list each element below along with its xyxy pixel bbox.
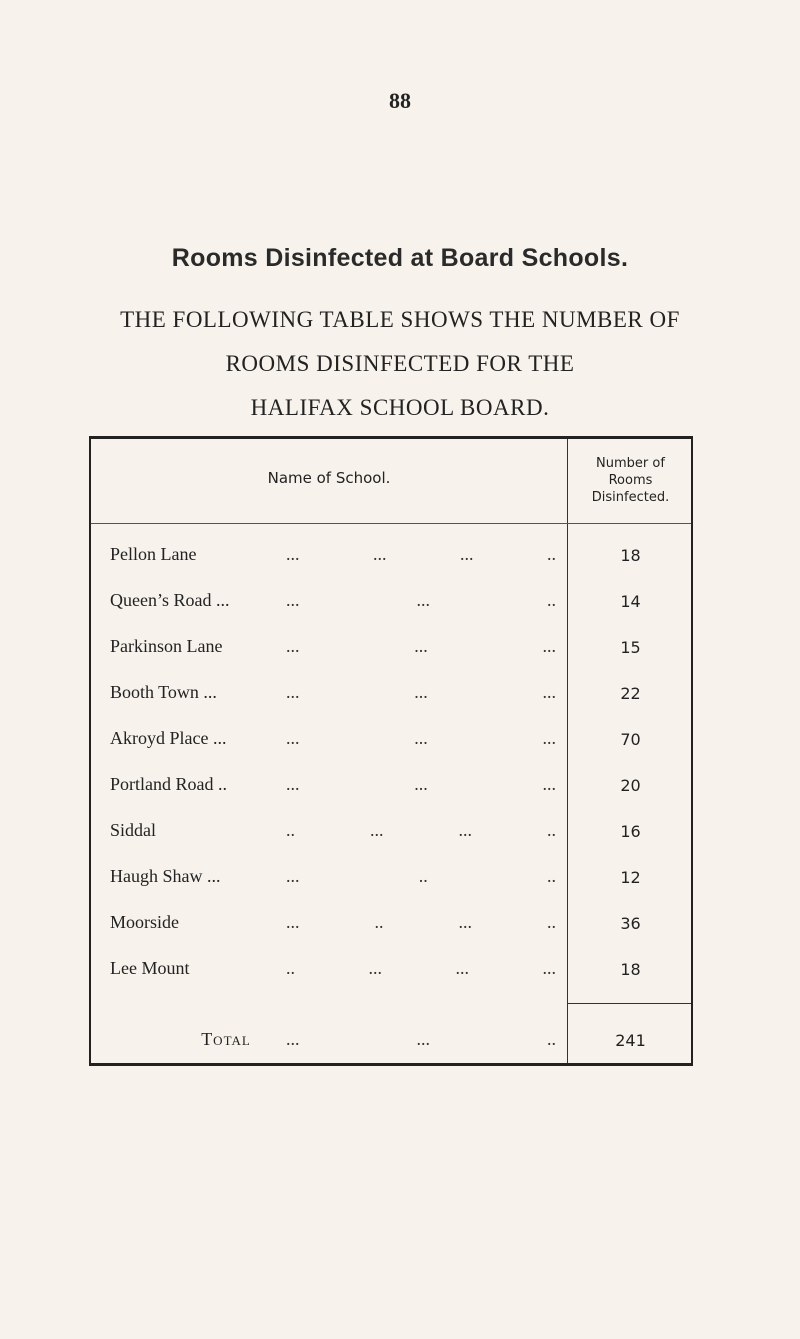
rooms-count: 18	[620, 546, 641, 565]
leader-dots: ... .. ... ..	[286, 912, 556, 932]
leader-dots: ... ... ..	[286, 1029, 556, 1049]
subtitle-line-1: THE FOLLOWING TABLE SHOWS THE NUMBER OF	[120, 307, 680, 332]
rooms-count: 12	[620, 868, 641, 887]
rooms-count: 20	[620, 776, 641, 795]
leader-dots: ... ... ...	[286, 774, 556, 794]
page-title: Rooms Disinfected at Board Schools.	[171, 244, 629, 272]
school-name: Parkinson Lane	[110, 636, 223, 656]
rooms-count: 70	[620, 730, 641, 749]
subtitle-line-3: HALIFAX SCHOOL BOARD.	[250, 395, 550, 420]
table-row	[91, 820, 691, 850]
school-name: Akroyd Place ...	[110, 728, 227, 748]
school-name: Portland Road ..	[110, 774, 227, 794]
leader-dots: ... ... ...	[286, 636, 556, 656]
leader-dots: ... ... ... ..	[286, 544, 556, 564]
school-name: Queen’s Road ...	[110, 590, 230, 610]
school-name: Pellon Lane	[110, 544, 197, 564]
header-number-line-2: Rooms	[608, 473, 653, 488]
total-rule	[567, 1003, 691, 1004]
header-number-line-1: Number of	[596, 456, 665, 471]
header-number-line-3: Disinfected.	[591, 490, 670, 505]
rooms-count: 18	[620, 960, 641, 979]
leader-dots: ... ... ..	[286, 590, 556, 610]
school-name: Lee Mount	[110, 958, 190, 978]
total-value: 241	[615, 1031, 646, 1050]
page-number: 88	[389, 88, 411, 113]
leader-dots: ... ... ...	[286, 728, 556, 748]
school-name: Moorside	[110, 912, 179, 932]
total-row	[91, 1029, 691, 1059]
subtitle	[0, 298, 800, 430]
table-row	[91, 866, 691, 896]
leader-dots: .. ... ... ...	[286, 958, 556, 978]
leader-dots: .. ... ... ..	[286, 820, 556, 840]
rooms-count: 14	[620, 592, 641, 611]
leader-dots: ... .. ..	[286, 866, 556, 886]
subtitle-line-2: ROOMS DISINFECTED FOR THE	[225, 351, 575, 376]
table-row	[91, 590, 691, 620]
school-name: Haugh Shaw ...	[110, 866, 221, 886]
rooms-count: 36	[620, 914, 641, 933]
table-row	[91, 912, 691, 942]
header-rooms-disinfected	[568, 455, 693, 506]
table-row	[91, 958, 691, 988]
disinfection-table	[89, 436, 693, 1066]
rooms-count: 16	[620, 822, 641, 841]
school-name: Booth Town ...	[110, 682, 217, 702]
school-name: Siddal	[110, 820, 157, 840]
table-row	[91, 774, 691, 804]
rooms-count: 15	[620, 638, 641, 657]
table-row	[91, 682, 691, 712]
table-row	[91, 728, 691, 758]
leader-dots: ... ... ...	[286, 682, 556, 702]
table-row	[91, 544, 691, 574]
table-row	[91, 636, 691, 666]
header-rule	[91, 523, 691, 524]
header-school-name: Name of School.	[267, 469, 391, 487]
rooms-count: 22	[620, 684, 641, 703]
total-label: Total	[201, 1029, 251, 1049]
